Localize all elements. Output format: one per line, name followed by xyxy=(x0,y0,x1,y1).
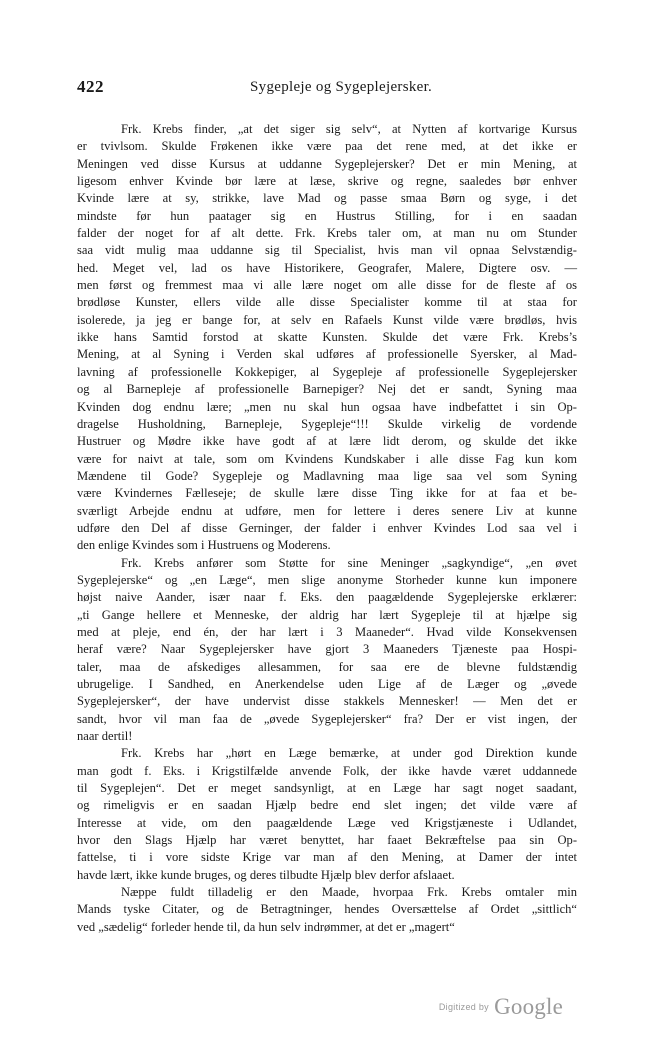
text-line: ligesom enhver Kvinde bør lære at læse, skrive og regne, saaledes bør enhver xyxy=(77,174,577,189)
text-line: ved „sædelig“ forleder hende til, da hun selv indrømmer, at det er „magert“ xyxy=(77,919,455,934)
text-line: brødløse Kunster, ellers vilde alle disse Specialister komme til at staa for xyxy=(77,295,577,310)
text-line: højst naive Aander, især naar f. Eks. den paagældende Sygeplejerske erklærer: xyxy=(77,590,577,605)
text-line: lavning af professionelle Kokkepiger, al Sygepleje af professionelle Sygeplejersker xyxy=(77,364,577,379)
paragraph xyxy=(77,884,577,936)
text-line: hed. Meget vel, lad os have Historikere, Geografer, Malere, Digtere osv. — xyxy=(77,260,577,275)
text-line: dragelse Husholdning, Barnepleje, Sygepleje“!!! Skulde virkelig de vordende xyxy=(77,416,577,431)
text-line: hvor den Slags Hjælp har været benyttet, har faaet Bekræftelse paa sin Op- xyxy=(77,833,577,848)
text-line: Sygeplejerske“ og „en Læge“, men slige anonyme Storheder kunne kun imponere xyxy=(77,572,577,587)
text-line: mindste før hun paatager sig en Hustrus Stilling, for i en saadan xyxy=(77,208,577,223)
text-line: naar dertil! xyxy=(77,729,133,744)
page-header xyxy=(77,77,577,101)
text-line: udføre den Del af disse Gerninger, der falder i enhver Kvindes Lod saa vel i xyxy=(77,520,577,535)
text-line: Interesse at vide, om den paagældende Læge ved Krigstjæneste i Udlandet, xyxy=(77,815,577,830)
text-line: til Sygeplejen“. Det er meget sandsynligt, at en Læge har sagt noget saadant, xyxy=(77,781,577,796)
text-line: heraf være? Naar Sygeplejersker have gjort 3 Maaneders Tjæneste paa Hospi- xyxy=(77,642,577,657)
text-line: isolerede, ja jeg er bange for, at selv en Rafaels Kunst vilde være brødløs, hvis xyxy=(77,312,577,327)
paragraph xyxy=(77,745,577,884)
text-line: saa vidt mulig maa uddanne sig til Specialist, hvis man vil opnaa Selvstændig- xyxy=(77,243,577,258)
text-line: Frk. Krebs har „hørt en Læge bemærke, at under god Direktion kunde xyxy=(121,746,577,761)
text-line: være for naivt at tale, som om Kvindens Kundskaber i alle disse Fag kun kom xyxy=(77,451,577,466)
text-line: den enlige Kvindes som i Hustruens og Moderens. xyxy=(77,538,331,553)
text-line: falder der noget for af alt dette. Frk. Krebs taler om, at man nu om Stunder xyxy=(77,226,577,241)
text-line: men først og fremmest maa vi alle lære noget om alle disse for de fleste af os xyxy=(77,278,577,293)
text-line: og rimeligvis er en saadan Hjælp bedre end slet ingen; det vilde være af xyxy=(77,798,577,813)
text-line: man godt f. Eks. i Krigstilfælde anvende Folk, der ikke havde været uddannede xyxy=(77,763,577,778)
digitized-by-label: Digitized by xyxy=(438,1002,489,1012)
text-line: Kvinde lære at sy, strikke, lave Mad og passe smaa Børn og syge, i det xyxy=(77,191,577,206)
paragraph xyxy=(77,121,577,555)
text-line: Mændene til Gode? Sygepleje og Madlavning maa lige saa vel som Syning xyxy=(77,468,577,483)
text-line: „ti Gange hellere et Menneske, der aldrig har lært Sygepleje til at hjælpe sig xyxy=(77,607,577,622)
text-line: Hustruer og Mødre ikke have godt af at lære lidt derom, og skulde det ikke xyxy=(77,434,577,449)
text-line: Mening, at al Syning i Verden skal udføres af professionelle Syersker, al Mad- xyxy=(77,347,577,362)
text-line: Frk. Krebs finder, „at det siger sig selv“, at Nytten af kortvarige Kursus xyxy=(121,122,577,136)
text-line: fattelse, ti i vore sidste Krige var man af den Mening, at Damer der intet xyxy=(77,850,577,865)
text-line: være Kvindernes Fælleseje; de skulle lære disse Ting ikke for at faa et be- xyxy=(77,486,577,501)
text-line: Næppe fuldt tilladelig er den Maade, hvorpaa Frk. Krebs omtaler min xyxy=(121,885,577,900)
google-logo: Google xyxy=(494,994,563,1019)
digitized-watermark xyxy=(439,994,563,1020)
text-line: havde lært, ikke kunde bruges, og deres tilbudte Hjælp blev derfor afslaaet. xyxy=(77,867,455,882)
text-line: og al Barnepleje af professionelle Barnepiger? Nej det er sandt, Syning maa xyxy=(77,382,577,397)
text-line: Kvinden dog endnu lære; „men nu skal hun ogsaa have indbefattet i sin Op- xyxy=(77,399,577,414)
text-line: Mands tyske Citater, og de Betragtninger, hendes Oversættelse af Ordet „sittlich“ xyxy=(77,902,577,917)
text-line: sværligt Arbejde endnu at udføre, men for lettere i deres senere Liv at kunne xyxy=(77,503,577,518)
text-line: Meningen ved disse Kursus at uddanne Sygeplejersker? Det er min Mening, at xyxy=(77,156,577,171)
text-line: sandt, hvor vil man faa de „øvede Sygeplejersker“ fra? Der er vist ingen, der xyxy=(77,711,577,726)
text-line: med at pleje, end én, der har lært i 3 Maaneder“. Hvad vilde Konsekvensen xyxy=(77,624,577,639)
text-line: ubrugelige. I Sandhed, en Anerkendelse uden Lige af de Læger og „øvede xyxy=(77,677,577,691)
text-line: er tvivlsom. Skulde Frøkenen ikke være paa det rene med, at det ikke er xyxy=(77,139,577,154)
text-line: Frk. Krebs anfører som Støtte for sine Meninger „sagkyndige“, „en øvet xyxy=(121,555,577,570)
running-title: Sygepleje og Sygeplejersker. xyxy=(250,79,433,95)
paragraph xyxy=(77,555,577,746)
text-line: Sygeplejersker“, der have undervist disse stakkels Mennesker! — Men det er xyxy=(77,694,577,709)
page-number: 422 xyxy=(77,77,104,96)
text-line: ikke hans Samtid forstod at skatte Kunsten. Skulde det være Frk. Krebs’s xyxy=(77,330,577,345)
text-line: taler, maa de afskediges allesammen, for saa ere de blevne fuldstændig xyxy=(77,659,577,674)
text-body xyxy=(77,121,577,936)
